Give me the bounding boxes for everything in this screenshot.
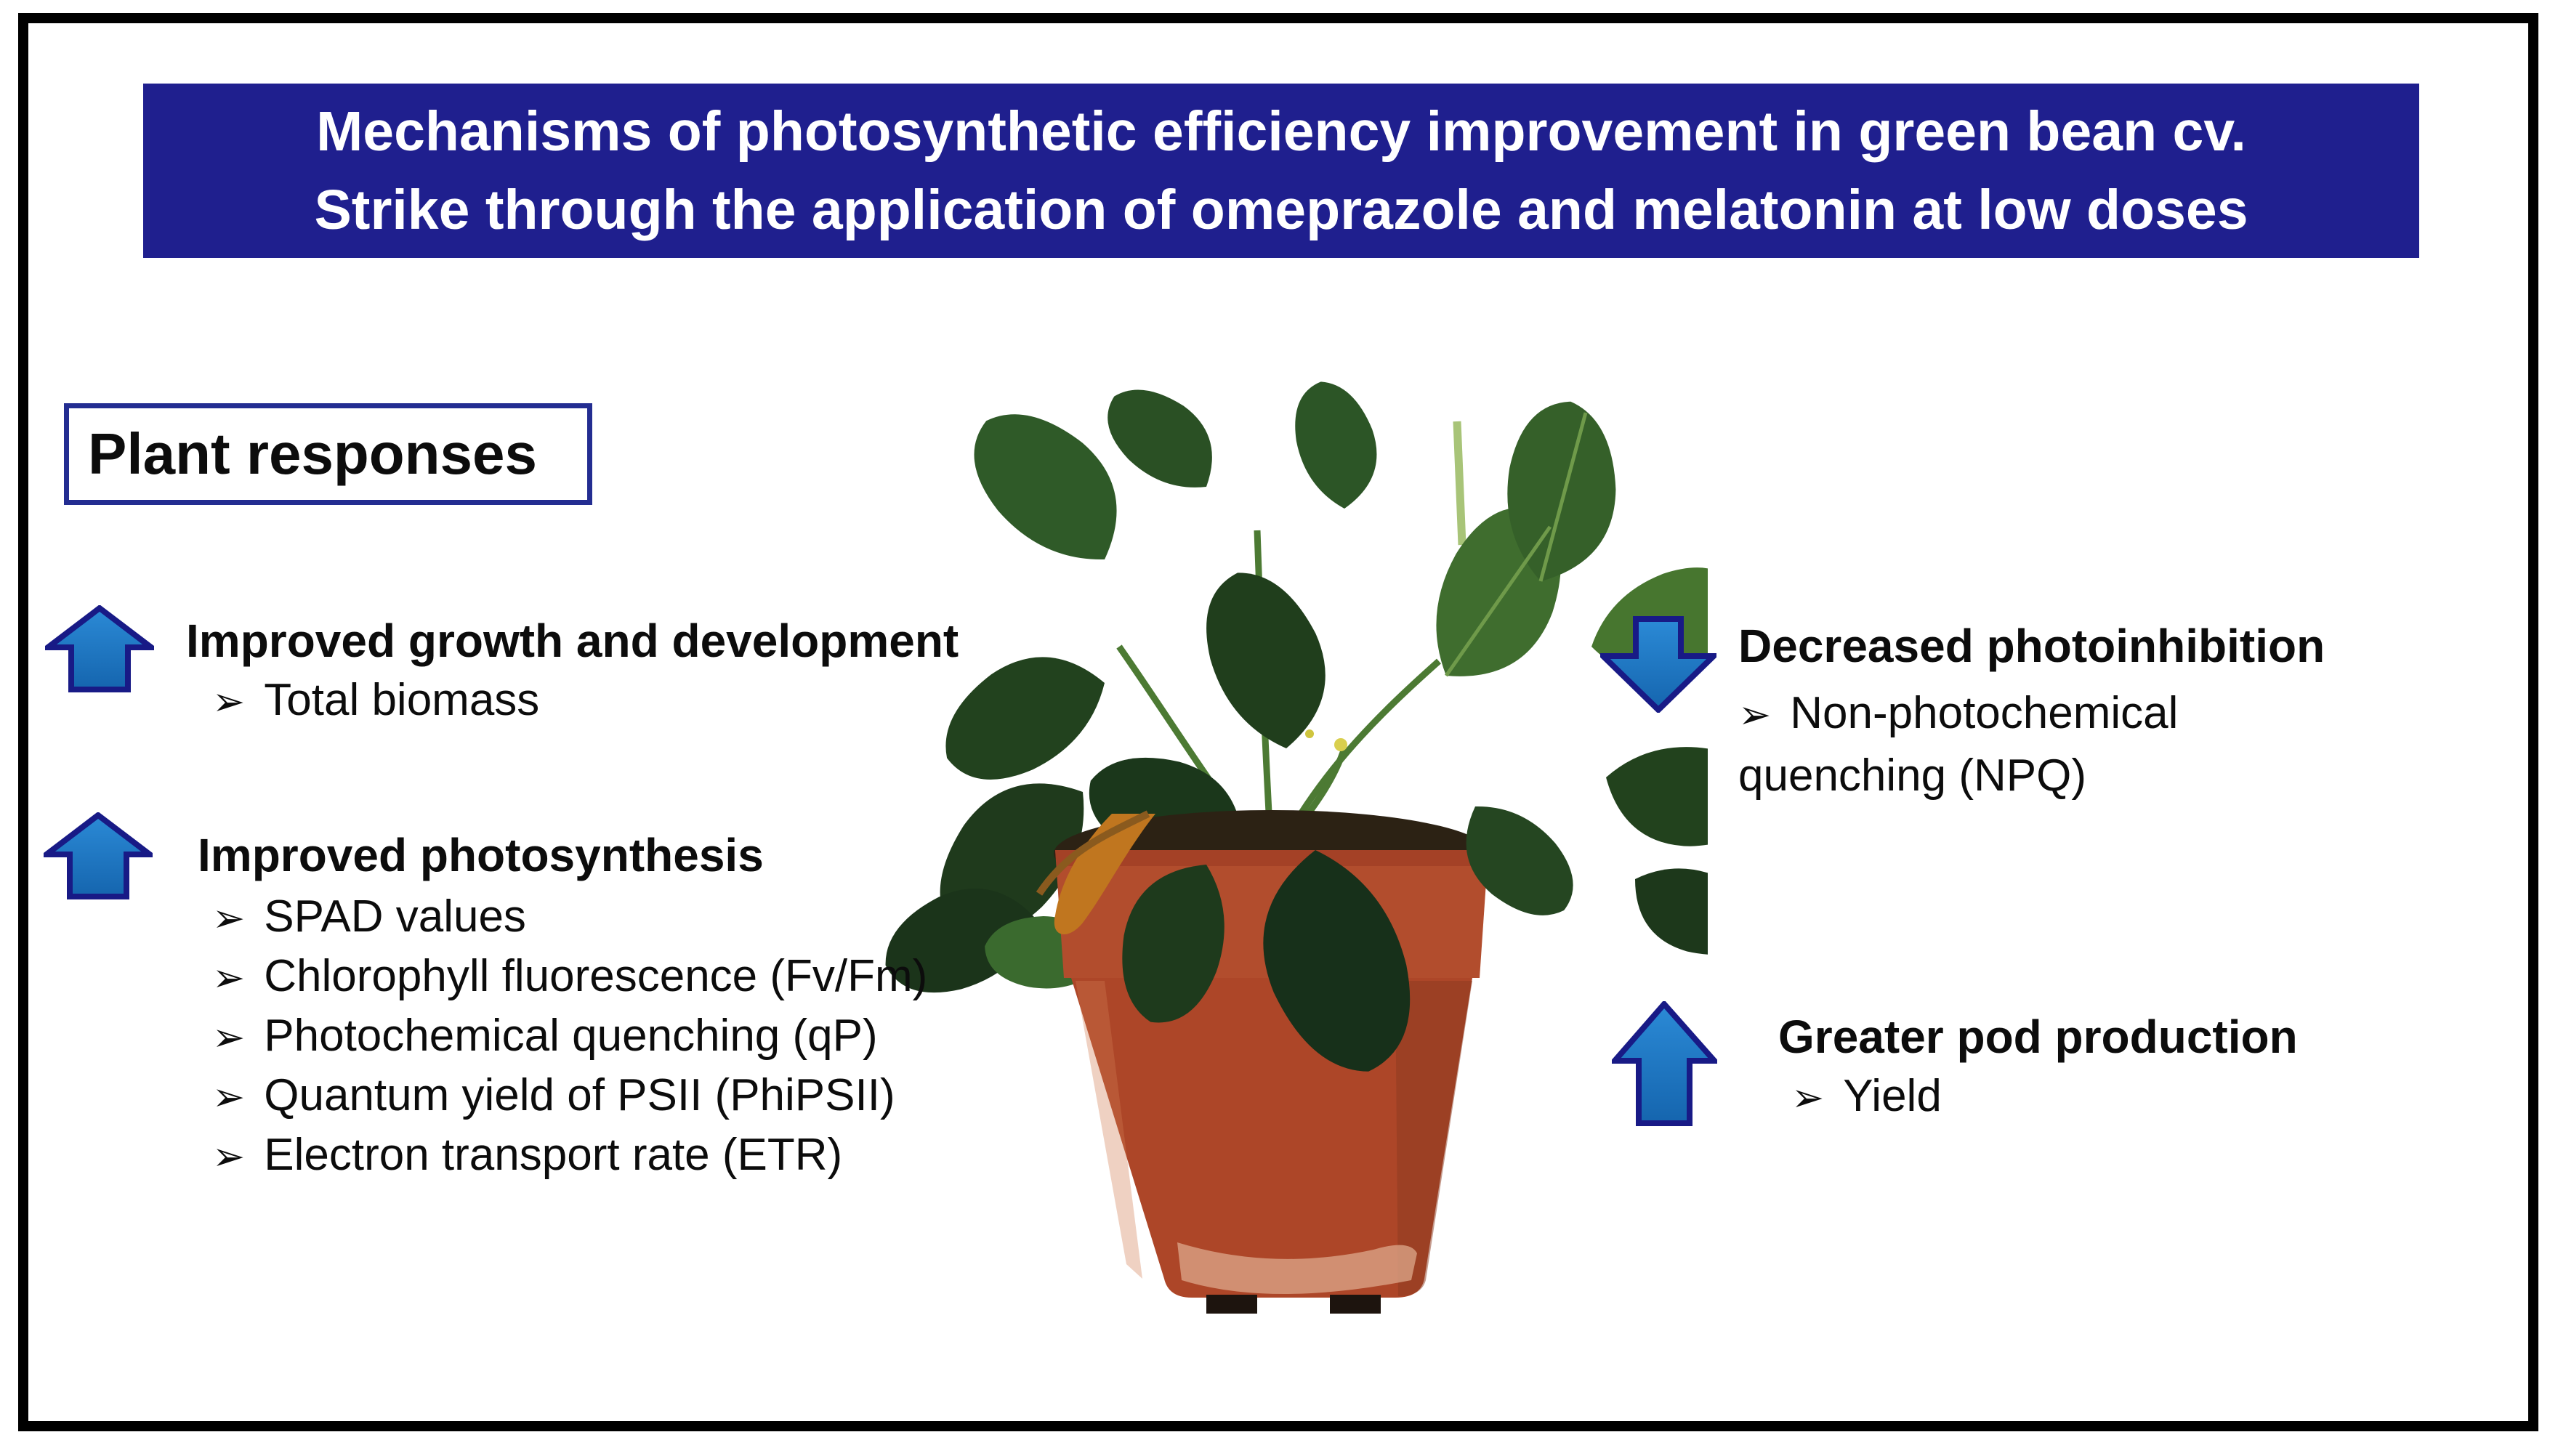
section-growth-heading: Improved growth and development [186, 615, 959, 667]
section-photoinhibition-heading: Decreased photoinhibition [1738, 620, 2325, 672]
green-bean-plant-photo [865, 341, 1708, 1322]
list-item: ➢ Photochemical quenching (qP) [212, 1011, 878, 1061]
bullet-arrowhead-icon: ➢ [212, 680, 246, 724]
list-item: ➢ SPAD values [212, 891, 526, 942]
up-arrow-icon [44, 812, 153, 899]
bullet-arrowhead-icon: ➢ [212, 1135, 246, 1178]
list-item: ➢ Electron transport rate (ETR) [212, 1130, 843, 1180]
bullet-arrowhead-icon: ➢ [212, 1016, 246, 1059]
bullet-arrowhead-icon: ➢ [212, 1075, 246, 1119]
section-pods-bullet: ➢ Yield [1791, 1071, 1942, 1121]
title-line-2: Strike through the application of omeprazole and melatonin at low doses [314, 179, 2248, 241]
plant-responses-label: Plant responses [88, 421, 538, 486]
up-arrow-icon [45, 605, 154, 692]
title-banner [143, 84, 2419, 258]
section-growth-bullet: ➢ Total biomass [212, 675, 540, 725]
section-pods-heading: Greater pod production [1778, 1011, 2298, 1063]
bullet-arrowhead-icon: ➢ [1738, 693, 1772, 737]
section-photoinhibition-bullet: ➢ Non-photochemical quenching (NPQ) [1738, 688, 2179, 801]
section-photosynthesis-heading: Improved photosynthesis [198, 829, 764, 881]
bullet-arrowhead-icon: ➢ [1791, 1076, 1825, 1120]
up-arrow-icon [1612, 1001, 1717, 1126]
bullet-arrowhead-icon: ➢ [212, 956, 246, 1000]
bullet-arrowhead-icon: ➢ [212, 897, 246, 940]
section-photosynthesis-bullets [212, 888, 927, 1186]
list-item: ➢ Quantum yield of PSII (PhiPSII) [212, 1070, 895, 1120]
down-arrow-icon [1600, 616, 1716, 713]
list-item: ➢ Chlorophyll fluorescence (Fv/Fm) [212, 951, 928, 1001]
plant-responses-box [64, 403, 592, 505]
title-line-1: Mechanisms of photosynthetic efficiency improvement in green bean cv. [316, 100, 2246, 163]
